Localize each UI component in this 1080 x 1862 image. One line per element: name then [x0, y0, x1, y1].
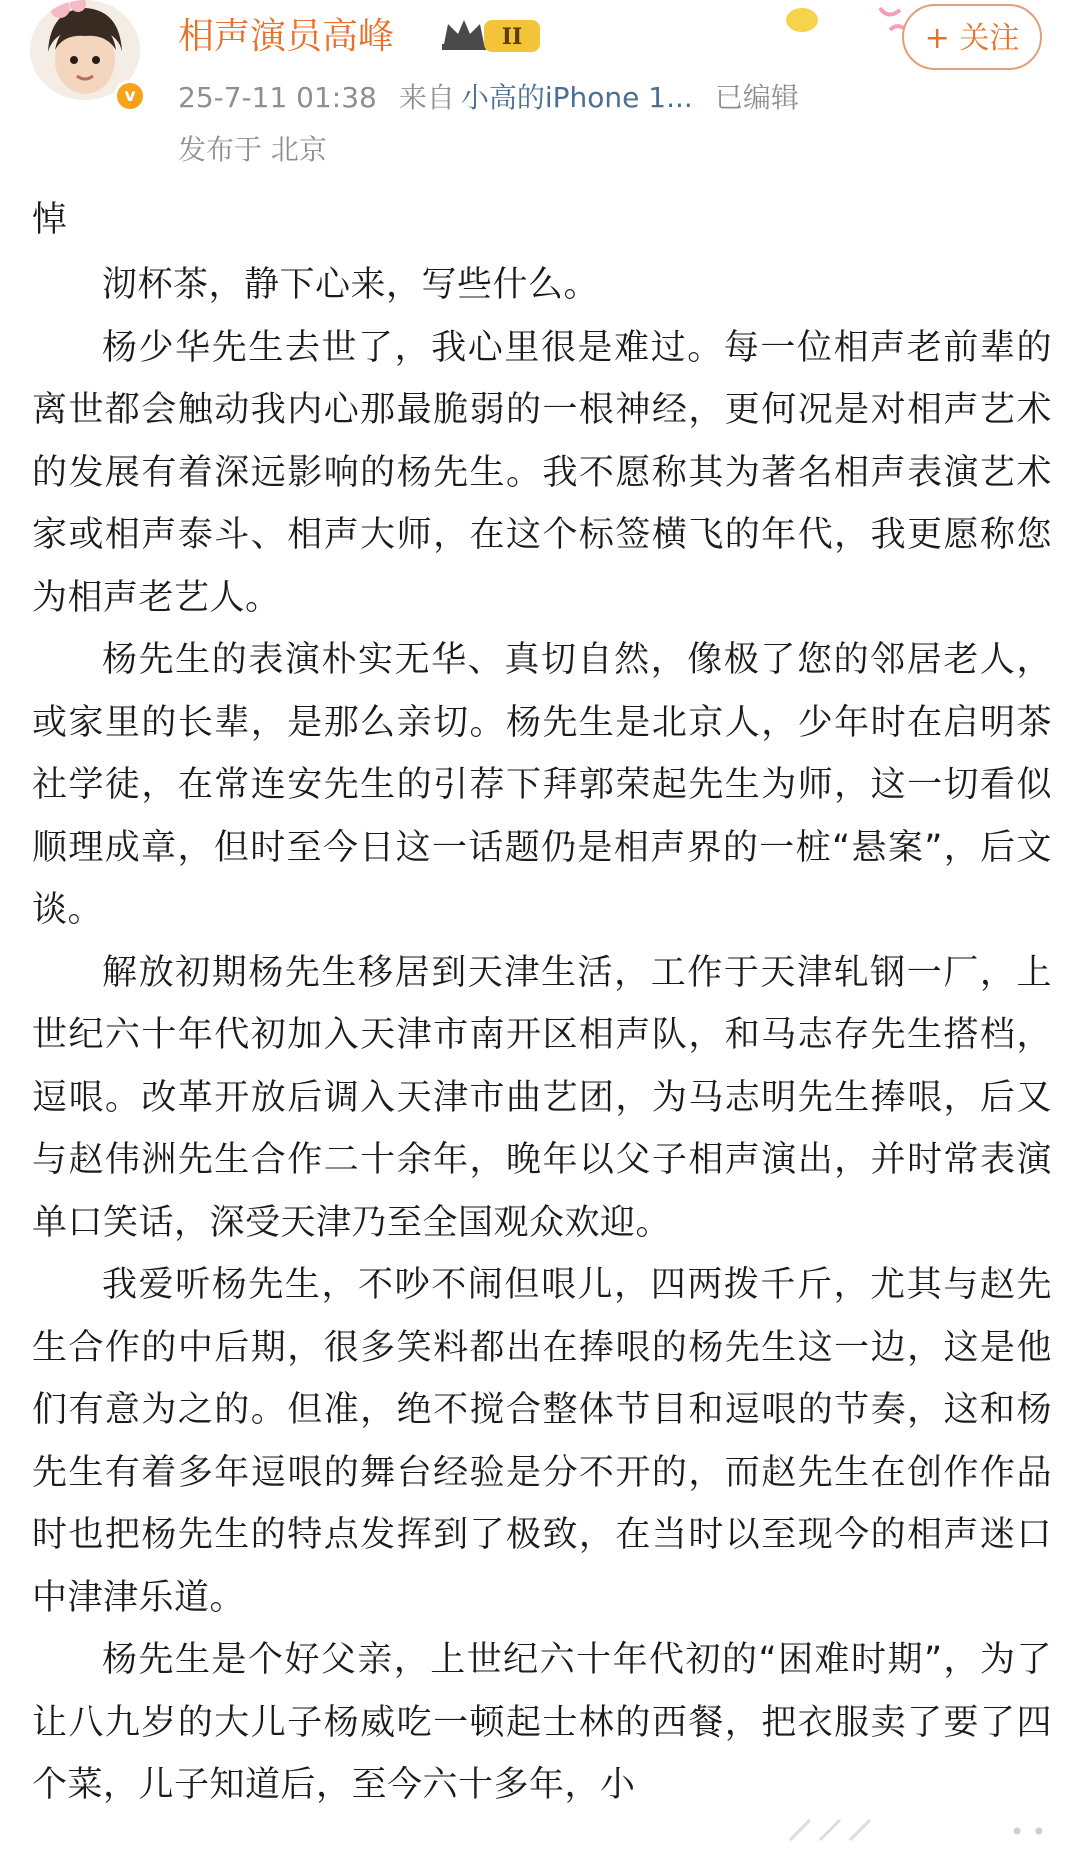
level-text: II — [501, 24, 523, 50]
paragraph: 杨少华先生去世了，我心里很是难过。每一位相声老前辈的离世都会触动我内心那最脆弱的一根神经，更何况是对相声艺术的发展有着深远影响的杨先生。我不愿称其为著名相声表演艺术家或相声泰斗、相声大师，在这个标签横飞的年代，我更愿称您为相声老艺人。 — [32, 327, 1052, 618]
watermark-icon — [780, 1810, 1060, 1850]
crown-level-badge-icon[interactable] — [440, 14, 544, 54]
edited-label: 已编辑 — [714, 81, 799, 114]
source-prefix: 来自 — [398, 81, 455, 114]
paragraph: 杨先生的表演朴实无华、真切自然，像极了您的邻居老人，或家里的长辈，是那么亲切。杨先生是北京人，少年时在启明茶社学徒，在常连安先生的引荐下拜郭荣起先生为师，这一切看似顺理成章，但时至今日这一话题仍是相声界的一桩“悬案”，后文谈。 — [32, 640, 1052, 930]
svg-text:• •: • • — [1010, 1818, 1046, 1846]
paragraph: 沏杯茶，静下心来，写些什么。 — [102, 265, 600, 305]
post-title: 悼 — [32, 200, 68, 240]
post-meta — [178, 76, 821, 116]
post-location: 发布于 北京 — [178, 133, 327, 166]
timestamp: 25-7-11 01:38 — [178, 81, 377, 114]
paragraph: 我爱听杨先生，不吵不闹但哏儿，四两拨千斤，尤其与赵先生合作的中后期，很多笑料都出在捧哏的杨先生这一边，这是他们有意为之的。但准，绝不搅合整体节目和逗哏的节奏，这和杨先生有着多年逗哏的舞台经验是分不开的，而赵先生在创作作品时也把杨先生的特点发挥到了极致，在当时以至现今的相声迷口中津津乐道。 — [32, 1265, 1052, 1618]
username[interactable]: 相声演员高峰 — [178, 16, 395, 57]
follow-button[interactable]: + 关注 — [902, 4, 1042, 70]
verified-badge-icon: v — [114, 80, 146, 112]
post-header — [0, 0, 1080, 170]
device-link[interactable]: 小高的iPhone 1... — [460, 81, 693, 114]
post-body — [32, 196, 1052, 1817]
paragraph: 解放初期杨先生移居到天津生活，工作于天津轧钢一厂，上世纪六十年代初加入天津市南开区相声队，和马志存先生搭档，逗哏。改革开放后调入天津市曲艺团，为马志明先生捧哏，后又与赵伟洲先生合作二十余年，晚年以父子相声演出，并时常表演单口笑话，深受天津乃至全国观众欢迎。 — [32, 952, 1052, 1243]
paragraph: 杨先生是个好父亲，上世纪六十年代初的“困难时期”，为了让八九岁的大儿子杨威吃一顿起士林的西餐，把衣服卖了要了四个菜，儿子知道后，至今六十多年，小 — [32, 1640, 1052, 1805]
